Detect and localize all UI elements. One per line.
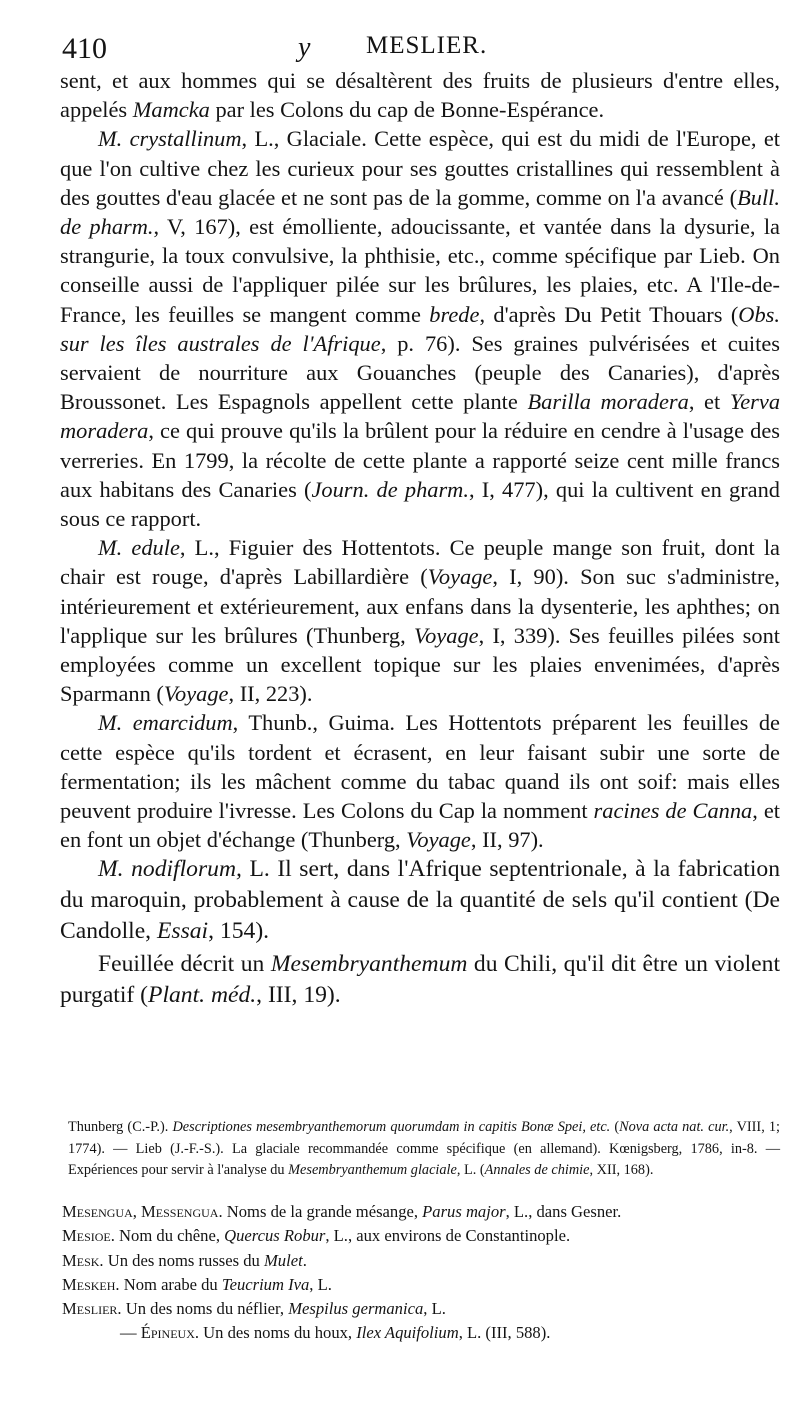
entry-mesengua: Mesengua, Messengua. Noms de la grande mésange, Parus major, L., dans Gesner.	[62, 1202, 622, 1221]
paragraph-continuation: sent, et aux hommes qui se désaltèrent des fruits de plusieurs d'entre elles, appelés Mamcka par les Colons du cap de Bonne-Espérance.	[60, 68, 780, 123]
entry-mesk: Mesk. Un des noms russes du Mulet.	[62, 1250, 307, 1270]
entry-headword: Mesioe.	[62, 1226, 115, 1246]
dictionary-entries	[62, 1200, 780, 1346]
paragraph-emarcidum: M. emarcidum, Thunb., Guima. Les Hottentots préparent les feuilles de cette espèce qu'ils tordent et écrasent, en leur faisant subir une sorte de fermentation; ils les mâchent comme du tabac quand ils ont soif: mais elles peuvent produire l'ivresse. Les Colons du Cap la nomment racines de Canna, et en font un objet d'échange (Thunberg, Voyage, II, 97).	[60, 710, 780, 853]
entry-meskeh: Meskeh. Nom arabe du Teucrium Iva, L.	[62, 1274, 332, 1294]
page-header	[62, 26, 782, 66]
bibliography-paragraph: Thunberg (C.-P.). Descriptiones mesembryanthemorum quorumdam in capitis Bonæ Spei, etc. (Nova acta nat. cur., VIII, 1; 1774). — Lieb (J.-F.-S.). La glaciale recommandée comme spécifique (en allemand). Kœnigsberg, 1786, in-8. — Expériences pour servir à l'analyse du Mesembryanthemum glaciale, L. (Annales de chimie, XII, 168).	[68, 1119, 780, 1179]
entry-headword: — Épineux.	[120, 1323, 200, 1343]
entry-mesioe: Mesioe. Nom du chêne, Quercus Robur, L., aux environs de Constantinople.	[62, 1226, 571, 1246]
entry-headword: Meslier.	[62, 1299, 122, 1319]
running-title: MESLIER.	[366, 32, 488, 59]
margin-mark: y	[298, 32, 311, 63]
paragraph-crystallinum: M. crystallinum, L., Glaciale. Cette espèce, qui est du midi de l'Europe, et que l'on cultive chez les curieux pour ses gouttes cristallines qui ressemblent à des gouttes d'eau glacée et ne sont pas de la gomme, comme on l'a avancé (Bull. de pharm., V, 167), est émolliente, adoucissante, et vantée dans la dysurie, la strangurie, la toux convulsive, la phthisie, etc., comme spécifique par Lieb. On conseille aussi de l'appliquer pilée sur les brûlures, les plaies, etc. A l'Ile-de-France, les feuilles se mangent comme brede, d'après Du Petit Thouars (Obs. sur les îles australes de l'Afrique, p. 76). Ses graines pulvérisées et cuites servaient de nourriture aux Gouanches (peuple des Canaries), d'après Broussonet. Les Espagnols appellent cette plante Barilla moradera, et Yerva moradera, ce qui prouve qu'ils la brûlent pour la réduire en cendre à l'usage des verreries. En 1799, la récolte de cette plante a rapporté seize cent mille francs aux habitans des Canaries (Journ. de pharm., I, 477), qui la cultivent en grand sous ce rapport.	[60, 126, 781, 532]
paragraph-feuillee: Feuillée décrit un Mesembryanthemum du Chili, qu'il dit être un violent purgatif (Plant. méd., III, 19).	[60, 951, 781, 1009]
entry-headword: Meskeh.	[62, 1274, 120, 1294]
entry-headword: Mesk.	[62, 1250, 104, 1270]
species-name: M. edule	[98, 535, 180, 561]
species-name: M. emarcidum	[98, 710, 233, 736]
entry-epineux: — Épineux. Un des noms du houx, Ilex Aquifolium, L. (III, 588).	[120, 1323, 551, 1343]
paragraph-edule: M. edule, L., Figuier des Hottentots. Ce peuple mange son fruit, dont la chair est rouge, d'après Labillardière (Voyage, I, 90). Son suc s'administre, intérieurement et extérieurement, aux enfans dans la dysenterie, les aphthes; on l'applique sur les brûlures (Thunberg, Voyage, I, 339). Ses feuilles pilées sont employées comme un excellent topique sur les plaies envenimées, d'après Sparmann (Voyage, II, 223).	[60, 535, 781, 707]
main-text	[60, 66, 780, 1011]
paragraph-nodiflorum: M. nodiflorum, L. Il sert, dans l'Afrique septentrionale, à la fabrication du maroquin, probablement à cause de la quantité de sels qu'il contient (De Candolle, Essai, 154).	[60, 856, 780, 945]
page-number: 410	[62, 32, 107, 65]
entry-headword: Mesengua, Messengua.	[62, 1202, 223, 1221]
entry-meslier: Meslier. Un des noms du néflier, Mespilus germanica, L.	[62, 1299, 446, 1319]
species-name: M. crystallinum	[98, 126, 242, 152]
species-name: M. nodiflorum,	[98, 856, 242, 883]
bibliography-notes	[68, 1117, 780, 1182]
